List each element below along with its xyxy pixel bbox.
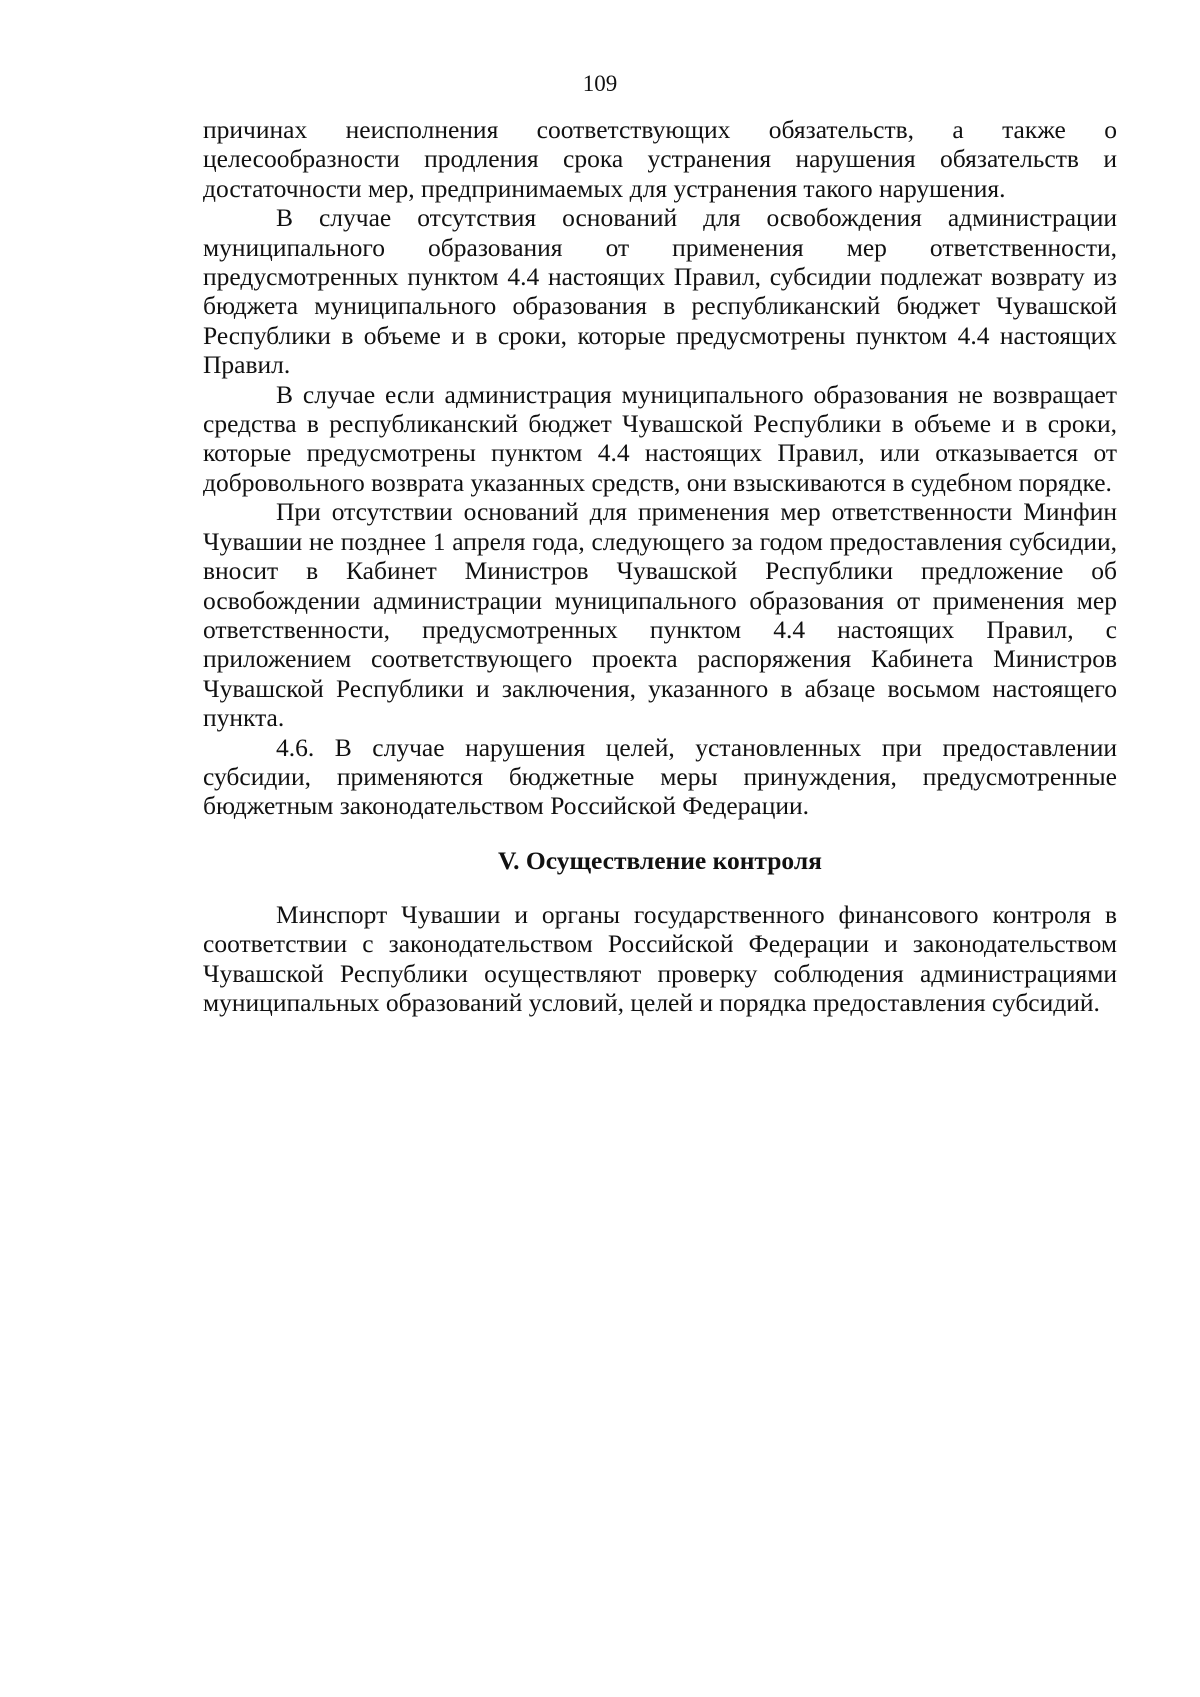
- page-number: 109: [582, 71, 618, 96]
- section-heading: V. Осуществление контроля: [498, 845, 822, 875]
- document-body: [203, 115, 1117, 1017]
- paragraph-control: Минспорт Чувашии и органы государственного финансового контроля в соответствии с законодательством Российской Федерации и законодательством Чувашской Республики осуществляют проверку соблюдения администрациями муниципальных образований условий, целей и порядка предоставления субсидий.: [203, 899, 1117, 1017]
- paragraph-4-6: 4.6. В случае нарушения целей, установленных при предоставлении субсидии, применяются бюджетные меры принуждения, предусмотренные бюджетным законодательством Российской Федерации.: [203, 732, 1117, 821]
- paragraph-court-recovery: В случае если администрация муниципального образования не возвращает средства в республиканский бюджет Чувашской Республики в объеме и в сроки, которые предусмотрены пунктом 4.4 настоящих Правил, или отказывается от добровольного возврата указанных средств, они взыскиваются в судебном порядке.: [203, 379, 1117, 497]
- paragraph-minfin-proposal: При отсутствии оснований для применения мер ответственности Минфин Чувашии не позднее 1 апреля года, следующего за годом предоставления субсидии, вносит в Кабинет Министров Чувашской Республики предложение об освобождении администрации муниципального образования от применения мер ответственности, предусмотренных пунктом 4.4 настоящих Правил, с приложением соответствующего проекта распоряжения Кабинета Министров Чувашской Республики и заключения, указанного в абзаце восьмом настоящего пункта.: [203, 497, 1117, 733]
- paragraph-refund-obligation: В случае отсутствия оснований для освобождения администрации муниципального образования от применения мер ответственности, предусмотренных пунктом 4.4 настоящих Правил, субсидии подлежат возврату из бюджета муниципального образования в республиканский бюджет Чувашской Республики в объеме и в сроки, которые предусмотрены пунктом 4.4 настоящих Правил.: [203, 203, 1117, 380]
- paragraph-continuation: причинах неисполнения соответствующих обязательств, а также о целесообразности продления срока устранения нарушения обязательств и достаточности мер, предпринимаемых для устранения такого нарушения.: [203, 115, 1117, 203]
